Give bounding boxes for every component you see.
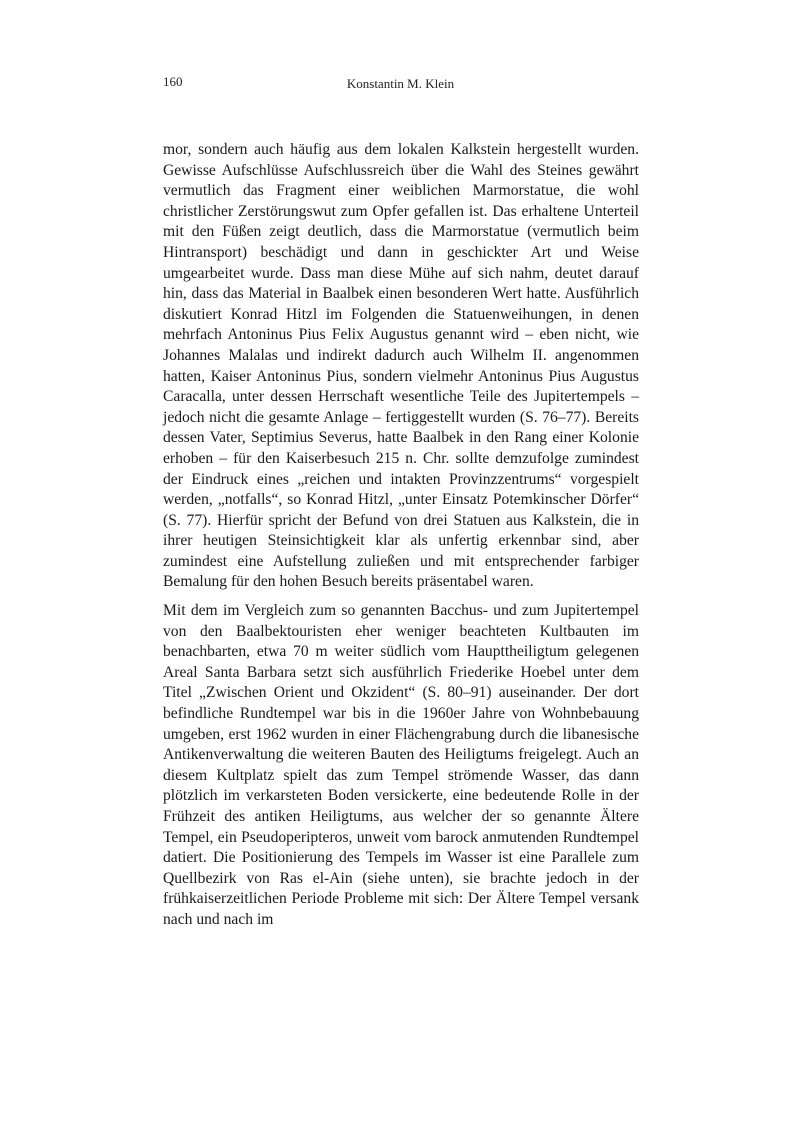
running-head-author: Konstantin M. Klein	[346, 76, 455, 91]
paragraph: mor, sondern auch häufig aus dem lokalen Kalkstein hergestellt wurden. Gewisse Aufschlüsse Aufschlussreich über die Wahl des Steines gewährt vermutlich das Fragment einer weiblichen Marmorstatue, die wohl christlicher Zerstörungswut zum Opfer gefallen ist. Das erhaltene Unterteil mit den Füßen zeigt deutlich, dass die Marmorstatue (vermutlich beim Hintransport) beschädigt und dann in geschickter Art und Weise umgearbeitet wurde. Dass man diese Mühe auf sich nahm, deutet darauf hin, dass das Material in Baalbek einen besonderen Wert hatte. Ausführlich diskutiert Konrad Hitzl im Folgenden die Statuenweihungen, in denen mehrfach Antoninus Pius Felix Augustus genannt wird – eben nicht, wie Johannes Malalas und indirekt dadurch auch Wilhelm II. angenommen hatten, Kaiser Antoninus Pius, sondern vielmehr Antoninus Pius Augustus Caracalla, unter dessen Herrschaft wesentliche Teile des Jupitertempels – jedoch nicht die gesamte Anlage – fertiggestellt wurden (S. 76–77). Bereits dessen Vater, Septimius Severus, hatte Baalbek in den Rang einer Kolonie erhoben – für den Kaiserbesuch 215 n. Chr. sollte demzufolge zumindest der Eindruck eines „reichen und intakten Provinzzentrums“ vorgespielt werden, „notfalls“, so Konrad Hitzl, „unter Einsatz Potemkinscher Dörfer“ (S. 77). Hierfür spricht der Befund von drei Statuen aus Kalkstein, die in ihrer heutigen Steinsichtigkeit klar als unfertig erkennbar sind, aber zumindest eine Aufstellung zuließen und mit entsprechender farbiger Bemalung für den hohen Besuch bereits präsentabel waren.	[163, 141, 639, 591]
body-text	[163, 140, 639, 931]
paragraph: Mit dem im Vergleich zum so genannten Bacchus- und zum Jupitertempel von den Baalbektouristen eher weniger beachteten Kultbauten im benachbarten, etwa 70 m weiter südlich vom Haupttheiligtum gelegenen Areal Santa Barbara setzt sich ausführlich Friederike Hoebel unter dem Titel „Zwischen Orient und Okzident“ (S. 80–91) auseinander. Der dort befindliche Rundtempel war bis in die 1960er Jahre von Wohnbebauung umgeben, erst 1962 wurden in einer Flächengrabung durch die libanesische Antikenverwaltung die weiteren Bauten des Heiligtums freigelegt. Auch an diesem Kultplatz spielt das zum Tempel strömende Wasser, das dann plötzlich im verkarsteten Boden versickerte, eine bedeutende Rolle in der Frühzeit des antiken Heiligtums, aus welcher der so genannte Ältere Tempel, ein Pseudoperipteros, unweit vom barock anmutenden Rundtempel datiert. Die Positionierung des Tempels im Wasser ist eine Parallele zum Quellbezirk von Ras el-Ain (siehe unten), sie brachte jedoch in der frühkaiserzeitlichen Periode Probleme mit sich: Der Ältere Tempel versank nach und nach im	[163, 602, 639, 928]
running-header	[163, 74, 638, 94]
page-number: 160	[163, 74, 183, 89]
